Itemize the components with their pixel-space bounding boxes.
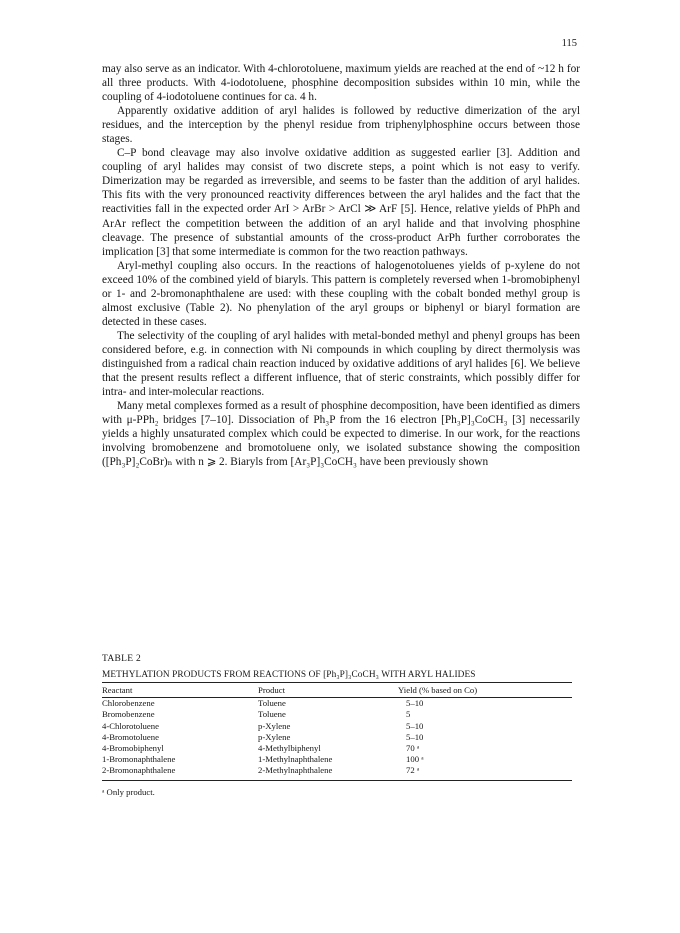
product-cell: 2-Methylnaphthalene xyxy=(258,765,333,776)
yield-cell: 72 ᵃ xyxy=(406,765,420,776)
body-text xyxy=(102,62,580,469)
table-row xyxy=(102,743,572,754)
reactant-cell: 4-Chlorotoluene xyxy=(102,720,159,731)
yield-cell: 5–10 xyxy=(406,698,424,709)
product-cell: p-Xylene xyxy=(258,731,291,742)
yield-cell: 5–10 xyxy=(406,731,424,742)
table-header-row xyxy=(102,683,572,698)
reactant-cell: 4-Bromotoluene xyxy=(102,731,159,742)
product-cell: 4-Methylbiphenyl xyxy=(258,743,321,754)
paragraph-4: Aryl-methyl coupling also occurs. In the reactions of halogenotoluenes yields of p-xylene do not exceed 10% of the combined yield of biaryls. This pattern is completely reversed when 1-bromobiphenyl or 1- and 2-bromonaphthalene are used: with these coupling with the cobalt bonded methyl group is almost exclusive (Table 2). No phenylation of the aryl groups or biphenyl or biaryl formation are detected in these cases. xyxy=(102,259,580,328)
reactant-cell: 2-Bromonaphthalene xyxy=(102,765,176,776)
reactant-cell: Bromobenzene xyxy=(102,709,155,720)
table-label: TABLE 2 xyxy=(102,654,142,664)
column-header-reactant: Reactant xyxy=(102,685,133,695)
yield-cell: 5 xyxy=(406,709,411,720)
reactant-cell: 4-Bromobiphenyl xyxy=(102,743,164,754)
methylation-table xyxy=(102,682,572,781)
table-row xyxy=(102,709,572,720)
paragraph-3: C–P bond cleavage may also involve oxidative addition as suggested earlier [3]. Addition and coupling of aryl halides may consist of two discrete steps, a point which is not easy to verify. Dimerization may be regarded as irreversible, and seems to be faster than the addition of aryl halides. This fits with the very pronounced reactivity differences between the aryl halides and the fact that the reactivities fall in the expected order ArI > ArBr > ArCl ≫ ArF [5]. Hence, relative yields of PhPh and ArAr reflect the competition between the addition of an aryl halide and that involving phosphine cleavage. The presence of substantial amounts of the cross-product ArPh further corroborates the implication [3] that some intermediate is common for the two reaction pathways. xyxy=(102,147,580,258)
yield-cell: 70 ᵃ xyxy=(406,743,420,754)
reactant-cell: 1-Bromonaphthalene xyxy=(102,754,176,765)
table-row xyxy=(102,721,572,732)
yield-cell: 5–10 xyxy=(406,720,424,731)
paragraph-1: may also serve as an indicator. With 4-chlorotoluene, maximum yields are reached at the end of ~12 h for all three products. With 4-iodotoluene, phosphine decomposition subsides within 10 min, while the coupling of 4-iodotoluene continues for ca. 4 h. xyxy=(102,63,580,104)
product-cell: 1-Methylnaphthalene xyxy=(258,754,333,765)
product-cell: Toluene xyxy=(258,698,286,709)
page-number: 115 xyxy=(561,38,577,49)
product-cell: p-Xylene xyxy=(258,720,291,731)
column-header-product: Product xyxy=(258,685,286,695)
paragraph-2: Apparently oxidative addition of aryl halides is followed by reductive dimerization of the aryl residues, and the interception by the phenyl residue from triphenylphosphine occurs between those stages. xyxy=(102,105,580,146)
table-title: METHYLATION PRODUCTS FROM REACTIONS OF [Ph₃P]₃CoCH₃ WITH ARYL HALIDES xyxy=(102,670,476,680)
table-row xyxy=(102,732,572,743)
product-cell: Toluene xyxy=(258,709,286,720)
table-row xyxy=(102,698,572,710)
reactant-cell: Chlorobenzene xyxy=(102,698,155,709)
table-footnote: ᵃ Only product. xyxy=(102,786,155,797)
paragraph-5: The selectivity of the coupling of aryl halides with metal-bonded methyl and phenyl groups has been considered before, e.g. in connection with Ni compounds in which coupling by direct thermolysis was distinguished from a radical chain reaction induced by oxidative additions of aryl halides [6]. We believe that the present results reflect a different influence, that of steric constraints, which possibly differ for intra- and inter-molecular reactions. xyxy=(102,329,580,399)
yield-cell: 100 ᵃ xyxy=(406,754,424,765)
table-2 xyxy=(102,654,572,797)
table-row xyxy=(102,754,572,765)
table-row xyxy=(102,765,572,780)
paragraph-6: Many metal complexes formed as a result of phosphine decomposition, have been identified as dimers with μ-PPh₂ bridges [7–10]. Dissociation of Ph₃P from the 16 electron [Ph₃P]₃CoCH₃ [3] necessarily yields a highly unsaturated complex which could be expected to dimerise. In our work, for the reactions involving bromobenzene and bromotoluene only, we isolated substance showing the composition ([Ph₃P]₂CoBr)ₙ with n ⩾ 2. Biaryls from [Ar₃P]₃CoCH₃ have been previously shown xyxy=(102,400,580,469)
column-header-yield: Yield (% based on Co) xyxy=(398,685,478,695)
